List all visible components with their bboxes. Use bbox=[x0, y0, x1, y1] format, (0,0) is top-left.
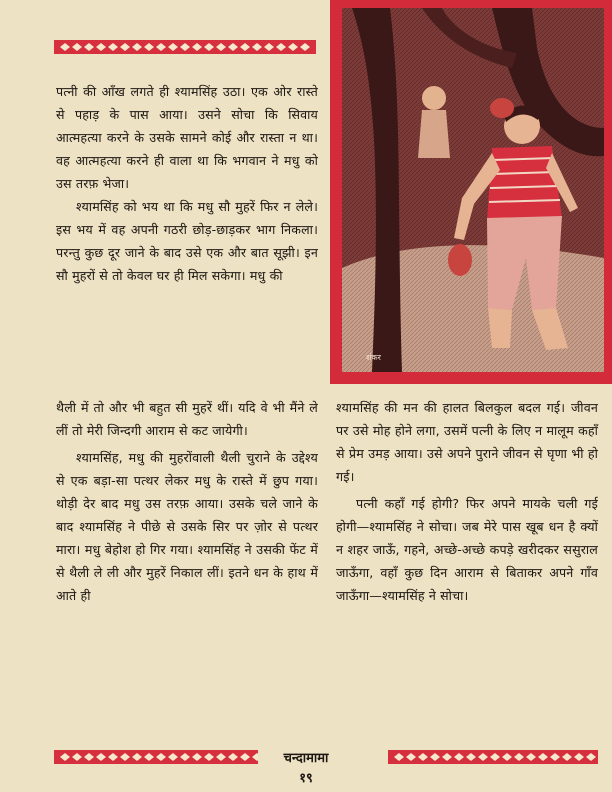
illustration-signature: शंकर bbox=[366, 353, 381, 362]
illustration-forest-scene bbox=[342, 8, 604, 372]
paragraph: पत्नी कहाँ गई होगी? फिर अपने मायके चली गई होगी—श्यामसिंह ने सोचा। जब मेरे पास खूब धन है क्यों न शहर जाऊँ, गहने, अच्छे-अच्छे कपड़े खरीदकर ससुराल जाऊँगा, वहाँ कुछ दिन आराम से बिताकर अपने गाँव जाऊँगा—श्यामसिंह ने सोचा। bbox=[336, 496, 598, 603]
bottom-left-decorative-border bbox=[54, 750, 258, 764]
paragraph: पत्नी की आँख लगते ही श्यामसिंह उठा। एक ओर रास्ते से पहाड़ के पास आया। उसने सोचा कि सिवाय आत्महत्या करने के उसके सामने कोई और रास्ता न था। वह आत्महत्या करने ही वाला था कि भगवान ने मधु को उस तरफ़ भेजा। bbox=[56, 84, 318, 191]
right-column bbox=[336, 396, 598, 607]
paragraph: श्यामसिंह को भय था कि मधु सौ मुहरें फिर न लेले। इस भय में वह अपनी गठरी छोड़-छाड़कर भाग निकला। परन्तु कुछ दूर जाने के बाद उसे एक और बात सूझी। इन सौ मुहरों से तो केवल घर ही मिल सकेगा। मधु की bbox=[56, 199, 318, 283]
left-column-bottom bbox=[56, 396, 318, 607]
page-number: १९ bbox=[299, 771, 313, 786]
bottom-right-decorative-border bbox=[388, 750, 598, 764]
illustration-frame bbox=[330, 0, 612, 384]
paragraph: थैली में तो और भी बहुत सी मुहरें थीं। यदि वे भी मैंने ले लीं तो मेरी जिन्दगी आराम से कट जायेगी। bbox=[56, 400, 318, 438]
paragraph: श्यामसिंह, मधु की मुहरोंवाली थैली चुराने के उद्देश्य से एक बड़ा-सा पत्थर लेकर मधु के रास्ते में छुप गया। थोड़ी देर बाद मधु उस तरफ़ आया। उसके चले जाने के बाद श्यामसिंह ने पीछे से उसके सिर पर ज़ोर से पत्थर मारा। मधु बेहोश हो गिर गया। श्यामसिंह ने उसकी फेंट में से थैली ले ली और मुहरें निकाल लीं। इतने धन के हाथ में आते ही bbox=[56, 450, 318, 603]
paragraph: श्यामसिंह की मन की हालत बिलकुल बदल गई। जीवन पर उसे मोह होने लगा, उसमें पत्नी के लिए न मालूम कहाँ से प्रेम उमड़ आया। उसे अपने पुराने जीवन से घृणा भी हो गई। bbox=[336, 400, 598, 484]
left-column-top bbox=[56, 80, 318, 287]
top-decorative-border bbox=[54, 40, 316, 54]
magazine-title: चन्दामामा bbox=[283, 751, 329, 766]
